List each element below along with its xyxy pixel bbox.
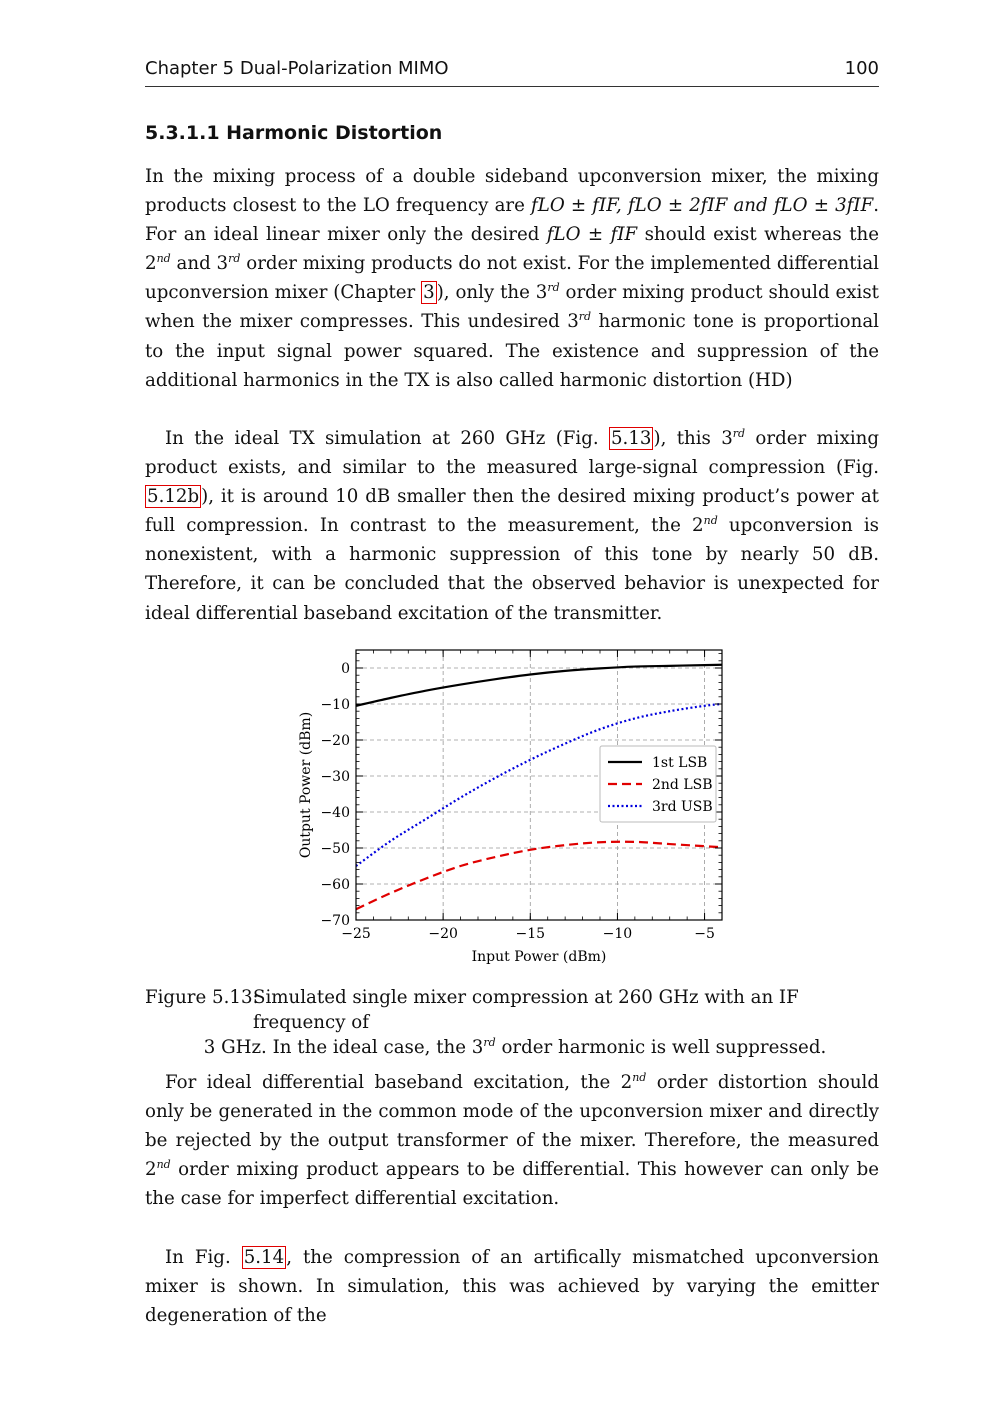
y-tick-label: −40 xyxy=(320,805,350,821)
y-tick-label: −10 xyxy=(320,697,350,713)
legend-label: 1st LSB xyxy=(652,755,708,771)
x-tick-label: −25 xyxy=(341,926,371,942)
caption-label: Figure 5.13: xyxy=(145,987,259,1008)
y-tick-label: −30 xyxy=(320,769,350,785)
y-tick-label: −70 xyxy=(320,913,350,929)
figure-ref-link[interactable]: 5.12b xyxy=(147,486,200,508)
figure-ref-link[interactable]: 5.14 xyxy=(243,1247,285,1268)
y-tick-label: −60 xyxy=(320,877,350,893)
x-tick-label: −10 xyxy=(602,926,633,942)
paragraph-ideal-simulation: In the ideal TX simulation at 260 GHz (Fig. 5.13 ), this 3rd order mixing product exists, and similar to the measured large-signal compression (Fig. 5.12b ), it is around 10 dB smaller then the desired mixing product’s power at full compression. In contrast to the measurement, the 2nd upconversion is nonexistent, with a harmonic suppression of this tone by nearly 50 dB. Therefore, it can be concluded that the observed behavior is unexpected for ideal differential baseband excitation of the transmitter. xyxy=(145,426,879,624)
compression-chart xyxy=(290,636,750,971)
series-line-1st-lsb xyxy=(356,665,722,706)
section-title: 5.3.1.1 Harmonic Distortion xyxy=(145,122,443,144)
y-tick-label: −20 xyxy=(320,733,350,749)
paragraph-mismatch: In Fig. 5.14 , the compression of an artifically mismatched upconversion mixer is shown. In simulation, this was achieved by varying the emitter degeneration of the xyxy=(145,1247,879,1327)
legend-label: 3rd USB xyxy=(652,799,713,815)
page-header xyxy=(145,56,879,87)
page-number: 100 xyxy=(844,58,879,79)
x-tick-label: −15 xyxy=(515,926,546,942)
paragraph-harmonic-intro: In the mixing process of a double sideband upconversion mixer, the mixing products closest to the LO frequency are fLO ± fIF, fLO ± 2fIF and fLO ± 3fIF. For an ideal linear mixer only the desired fLO ± fIF should exist whereas the 2nd and 3rd order mixing products do not exist. For the implemented differential upconversion mixer (Chapter 3 ), only the 3rd order mixing product should exist when the mixer compresses. This undesired 3rd harmonic tone is proportional to the input signal power squared. The existence and suppression of the additional harmonics in the TX is also called harmonic distortion (HD) xyxy=(145,166,879,391)
chart-legend xyxy=(600,746,716,822)
chapter-title: Chapter 5 Dual-Polarization MIMO xyxy=(145,58,449,79)
x-axis-label: Input Power (dBm) xyxy=(471,949,607,965)
series-line-2nd-lsb xyxy=(356,842,722,909)
x-tick-label: −20 xyxy=(428,926,458,942)
figure-ref-link[interactable]: 5.13 xyxy=(610,428,652,449)
caption-text: Simulated single mixer compression at 260 GHz with an IF frequency of 3 GHz. In the ideal case, the 3rd order harmonic is well suppressed. xyxy=(203,987,827,1058)
chapter-ref-link[interactable]: 3 xyxy=(423,282,435,304)
legend-label: 2nd LSB xyxy=(652,777,713,793)
math-desired-product: fLO ± fIF xyxy=(546,224,638,246)
y-tick-label: −50 xyxy=(320,841,350,857)
y-axis-label: Output Power (dBm) xyxy=(298,711,314,859)
y-tick-label: 0 xyxy=(341,661,350,677)
x-tick-label: −5 xyxy=(694,926,715,942)
math-mixing-products: fLO ± fIF, fLO ± 2fIF and fLO ± 3fIF xyxy=(531,195,874,217)
paragraph-second-order: For ideal differential baseband excitation, the 2nd order distortion should only be generated in the common mode of the upconversion mixer and directly be rejected by the output transformer of the mixer. Therefore, the measured 2nd order mixing product appears to be differential. This however can only be the case for imperfect differential excitation. xyxy=(145,1070,880,1210)
